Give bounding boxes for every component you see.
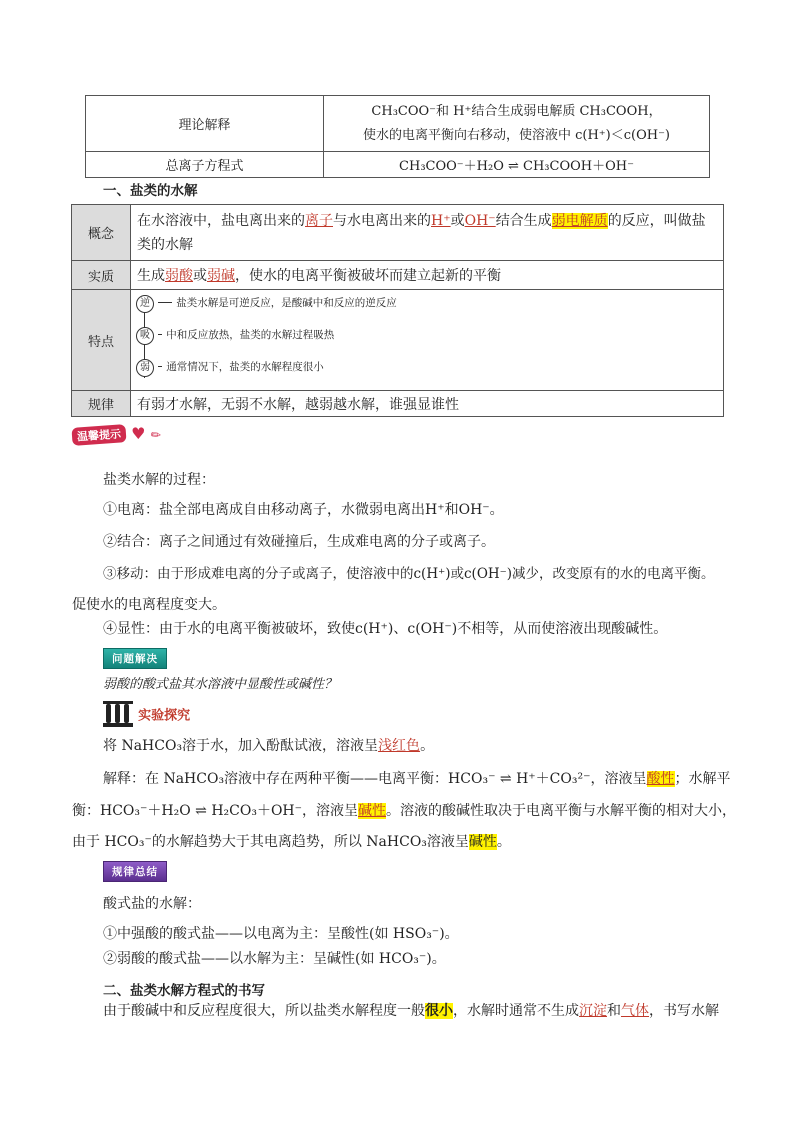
explanation-line-1: 解释：在 NaHCO₃溶液中存在两种平衡——电离平衡：HCO₃⁻ ⇌ H⁺＋CO₃²⁻，溶液呈酸性；水解平 — [103, 771, 731, 787]
highlight-very-small: 很小 — [425, 1003, 453, 1019]
concept-line-2: 类的水解 — [137, 236, 193, 253]
theory-label: 理论解释 — [86, 96, 324, 152]
section-2-title: 二、盐类水解方程式的书写 — [103, 983, 265, 999]
experiment-text: 将 NaHCO₃溶于水，加入酚酞试液，溶液呈浅红色。 — [103, 738, 435, 754]
question-badge: 问题解决 — [103, 647, 167, 669]
features-label: 特点 — [72, 290, 131, 391]
highlight-weak-electrolyte: 弱电解质 — [551, 212, 608, 229]
process-display: ④显性：由于水的电离平衡被破坏，致使c(H⁺)、c(OH⁻)不相等，从而使溶液出现酸碱性。 — [103, 621, 668, 637]
concept-label: 概念 — [72, 205, 131, 261]
explanation-line-3: 由于 HCO₃⁻的水解趋势大于其电离趋势，所以 NaHCO₃溶液呈碱性。 — [72, 834, 511, 850]
heart-icon: ♥ — [131, 424, 146, 443]
process-shift-cont: 促使水的电离程度变大。 — [72, 597, 226, 613]
question-text: 弱酸的酸式盐其水溶液中显酸性或碱性？ — [103, 677, 338, 692]
equation-value: CH₃COO⁻＋H₂O ⇌ CH₃COOH＋OH⁻ — [324, 152, 710, 178]
highlight-precipitate: 沉淀 — [579, 1003, 607, 1019]
highlight-ion: 离子 — [305, 212, 333, 229]
theory-line-2: 使水的电离平衡向右移动，使溶液中 c(H⁺)＜c(OH⁻) — [362, 127, 671, 143]
test-tube-icon — [103, 701, 133, 727]
acid-salt-1: ①中强酸的酸式盐——以电离为主：呈酸性(如 HSO₃⁻)。 — [103, 926, 459, 942]
experiment-badge: 实验探究 — [103, 701, 190, 729]
highlight-basic-2: 碱性 — [468, 834, 497, 850]
essence-content: 生成弱酸或弱碱，使水的电离平衡被破坏而建立起新的平衡 — [131, 261, 724, 290]
feature-item: 逆 盐类水解是可逆反应，是酸碱中和反应的逆反应 — [136, 295, 397, 313]
feature-item: 弱 通常情况下，盐类的水解程度很小 — [136, 359, 324, 377]
theory-content — [324, 96, 710, 152]
tip-badge: 温馨提示 ♥ ✎ — [72, 424, 161, 444]
highlight-light-red: 浅红色 — [378, 738, 421, 754]
weak-circle: 弱 — [136, 359, 154, 377]
hydrolysis-table — [71, 204, 724, 417]
process-ionize: ①电离：盐全部电离成自由移动离子，水微弱电离出H⁺和OH⁻。 — [103, 502, 504, 518]
highlight-gas: 气体 — [621, 1003, 649, 1019]
top-table — [85, 95, 710, 178]
essence-label: 实质 — [72, 261, 131, 290]
highlight-basic: 碱性 — [358, 803, 387, 819]
highlight-acidic: 酸性 — [646, 771, 675, 787]
rule-content: 有弱才水解，无弱不水解，越弱越水解，谁强显谁性 — [131, 391, 724, 417]
highlight-oh: OH⁻ — [464, 212, 496, 229]
absorb-circle: 吸 — [136, 327, 154, 345]
process-title: 盐类水解的过程： — [103, 472, 215, 488]
features-diagram — [131, 290, 724, 391]
process-combine: ②结合：离子之间通过有效碰撞后，生成难电离的分子或离子。 — [103, 534, 495, 550]
highlight-weak-acid: 弱酸 — [165, 268, 193, 284]
highlight-h: H⁺ — [431, 212, 451, 229]
section-1-title: 一、盐类的水解 — [103, 183, 198, 199]
explanation-line-2: 衡：HCO₃⁻＋H₂O ⇌ H₂CO₃＋OH⁻，溶液呈碱性。溶液的酸碱性取决于电离平衡与水解平衡的相对大小， — [72, 803, 737, 819]
acid-salt-title: 酸式盐的水解： — [103, 896, 201, 912]
hydrolysis-writing-text: 由于酸碱中和反应程度很大，所以盐类水解程度一般很小，水解时通常不生成沉淀和气体，书写水解 — [103, 1003, 719, 1019]
theory-line-1: CH₃COO⁻和 H⁺结合生成弱电解质 CH₃COOH， — [371, 103, 662, 119]
acid-salt-2: ②弱酸的酸式盐——以水解为主：呈碱性(如 HCO₃⁻)。 — [103, 951, 446, 967]
pencil-icon: ✎ — [147, 426, 164, 444]
concept-content: 在水溶液中，盐电离出来的离子与水电离出来的H⁺或OH⁻结合生成弱电解质的反应，叫做盐 类的水解 — [131, 205, 724, 261]
rule-label: 规律 — [72, 391, 131, 417]
equation-label: 总离子方程式 — [86, 152, 324, 178]
reverse-circle: 逆 — [136, 295, 154, 313]
rule-summary-badge: 规律总结 — [103, 860, 167, 882]
feature-item: 吸 中和反应放热，盐类的水解过程吸热 — [136, 327, 334, 345]
process-shift: ③移动：由于形成难电离的分子或离子，使溶液中的c(H⁺)或c(OH⁻)减少，改变原有的水的电离平衡。 — [103, 566, 715, 582]
highlight-weak-base: 弱碱 — [207, 268, 235, 284]
